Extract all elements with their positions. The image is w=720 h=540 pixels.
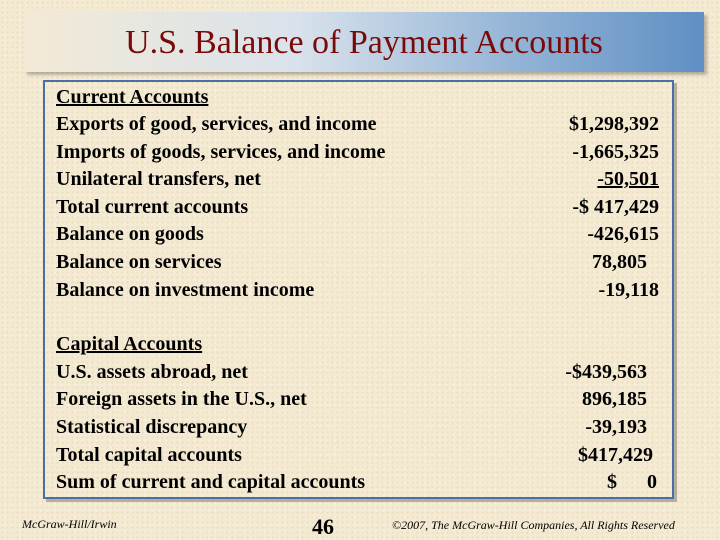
table-row	[56, 442, 671, 468]
table-row	[56, 249, 671, 275]
row-label: Exports of good, services, and income	[56, 113, 377, 135]
title-bar	[24, 12, 704, 72]
row-label: Balance on goods	[56, 223, 204, 245]
row-value: 78,805	[592, 251, 647, 273]
table-row	[56, 386, 671, 412]
row-value: -$439,563	[565, 361, 647, 383]
table-row	[56, 414, 671, 440]
row-value: $1,298,392	[569, 113, 659, 135]
row-label: Sum of current and capital accounts	[56, 471, 366, 493]
capital-accounts-heading-row	[56, 331, 671, 357]
table-row	[56, 139, 671, 165]
row-label: Total current accounts	[56, 196, 249, 218]
current-accounts-heading-row	[56, 84, 671, 110]
copyright-notice: ©2007, The McGraw-Hill Companies, All Rights Reserved	[392, 518, 675, 532]
row-label: Balance on investment income	[56, 279, 315, 301]
page-title: U.S. Balance of Payment Accounts	[125, 24, 603, 61]
page-number: 46	[312, 514, 334, 539]
row-label: Foreign assets in the U.S., net	[56, 388, 307, 410]
table-row	[56, 194, 671, 220]
row-label: Balance on services	[56, 251, 222, 273]
row-value: $ 0	[607, 471, 657, 493]
row-value: -$ 417,429	[572, 196, 659, 218]
row-value: -50,501	[597, 168, 659, 190]
capital-accounts-heading: Capital Accounts	[56, 333, 203, 355]
current-accounts-heading: Current Accounts	[56, 86, 209, 108]
row-value: -39,193	[585, 416, 647, 438]
row-label: Unilateral transfers, net	[56, 168, 261, 190]
row-label: Imports of goods, services, and income	[56, 141, 386, 163]
row-value: $417,429	[578, 444, 653, 466]
row-value: 896,185	[582, 388, 647, 410]
row-label: Statistical discrepancy	[56, 416, 248, 438]
table-row	[56, 111, 671, 137]
row-value: -426,615	[587, 223, 659, 245]
table-row	[56, 221, 671, 247]
row-value: -1,665,325	[572, 141, 659, 163]
publisher-label: McGraw-Hill/Irwin	[22, 517, 117, 531]
table-row	[56, 359, 671, 385]
row-label: U.S. assets abroad, net	[56, 361, 248, 383]
table-row	[56, 166, 671, 192]
table-row	[56, 277, 671, 303]
row-value: -19,118	[598, 279, 659, 301]
row-label: Total capital accounts	[56, 444, 242, 466]
table-row	[56, 469, 671, 495]
